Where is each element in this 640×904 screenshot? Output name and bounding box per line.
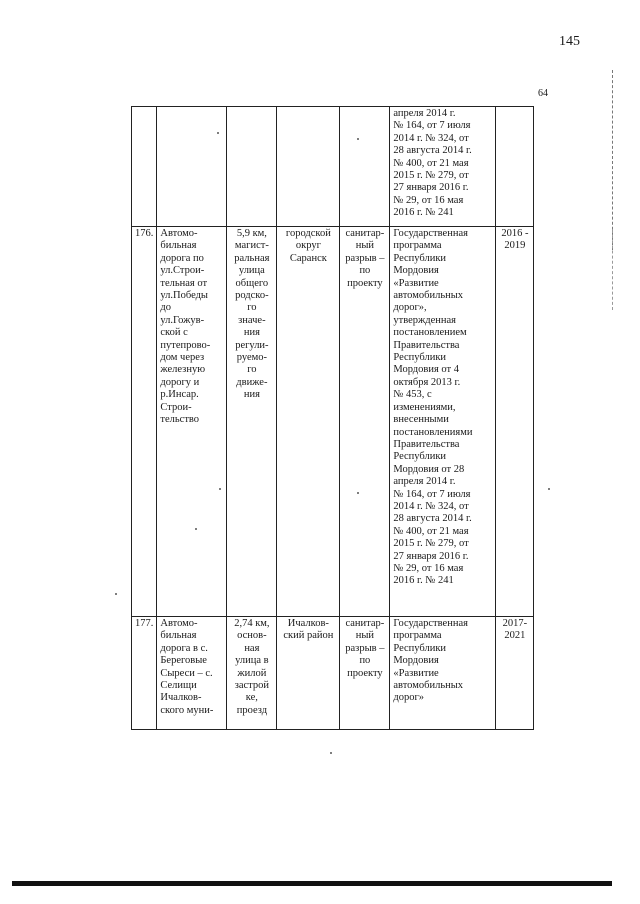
table-row: [132, 227, 534, 617]
page-number: 145: [559, 34, 580, 49]
length-cell: 2,74 км, основ- ная улица в жилой застрой ке, проезд: [227, 617, 277, 730]
road-name-cell: Автомо- бильная дорога в с. Береговые Сыреси – с. Селищи Ичалков- ского муни-: [157, 617, 227, 730]
scan-speck: [357, 492, 359, 494]
registry-table: [131, 106, 534, 730]
length-cell: [227, 107, 277, 227]
sheet-number: 64: [538, 88, 548, 99]
scan-speck: [330, 752, 332, 754]
location-cell: городской округ Саранск: [277, 227, 340, 617]
document-cell: Государственная программа Республики Мордовия «Развитие автомобильных дорог», утвержденная постановлением Правительства Республики Мордовия от 4 октября 2013 г. № 453, с изменениями, внесенными постановлениями Правительства Республики Мордовия от 28 апреля 2014 г. № 164, от 7 июля 2014 г. № 324, от 28 августа 2014 г. № 400, от 21 мая 2015 г. № 279, от 27 января 2016 г. № 29, от 16 мая 2016 г. № 241: [390, 227, 496, 617]
document-cell: апреля 2014 г. № 164, от 7 июля 2014 г. № 324, от 28 августа 2014 г. № 400, от 21 мая 2015 г. № 279, от 27 января 2016 г. № 29, от 16 мая 2016 г. № 241: [390, 107, 496, 227]
margin-mark: [612, 230, 615, 310]
scan-edge-bar: [12, 881, 612, 886]
zone-cell: санитар- ный разрыв – по проекту: [340, 617, 390, 730]
length-cell: 5,9 км, магист- ральная улица общего родско- го значе- ния регули- руемо- го движе- ния: [227, 227, 277, 617]
table-row: [132, 617, 534, 730]
location-cell: [277, 107, 340, 227]
row-number-cell: [132, 107, 157, 227]
scan-speck: [357, 138, 359, 140]
years-cell: 2016 - 2019: [496, 227, 534, 617]
row-number-cell: 176.: [132, 227, 157, 617]
years-cell: 2017- 2021: [496, 617, 534, 730]
zone-cell: санитар- ный разрыв – по проекту: [340, 227, 390, 617]
table-row: [132, 107, 534, 227]
years-cell: [496, 107, 534, 227]
margin-mark: [612, 70, 615, 250]
road-name-cell: [157, 107, 227, 227]
road-name-cell: Автомо- бильная дорога по ул.Строи- тельная от ул.Победы до ул.Гожув- ской с путепрово- дом через железную дорогу и р.Инсар. Строи- тельство: [157, 227, 227, 617]
location-cell: Ичалков- ский район: [277, 617, 340, 730]
row-number-cell: 177.: [132, 617, 157, 730]
document-cell: Государственная программа Республики Мордовия «Развитие автомобильных дорог»: [390, 617, 496, 730]
zone-cell: [340, 107, 390, 227]
scan-speck: [217, 132, 219, 134]
scan-speck: [115, 593, 117, 595]
scan-speck: [548, 488, 550, 490]
scan-speck: [195, 528, 197, 530]
scan-speck: [219, 488, 221, 490]
